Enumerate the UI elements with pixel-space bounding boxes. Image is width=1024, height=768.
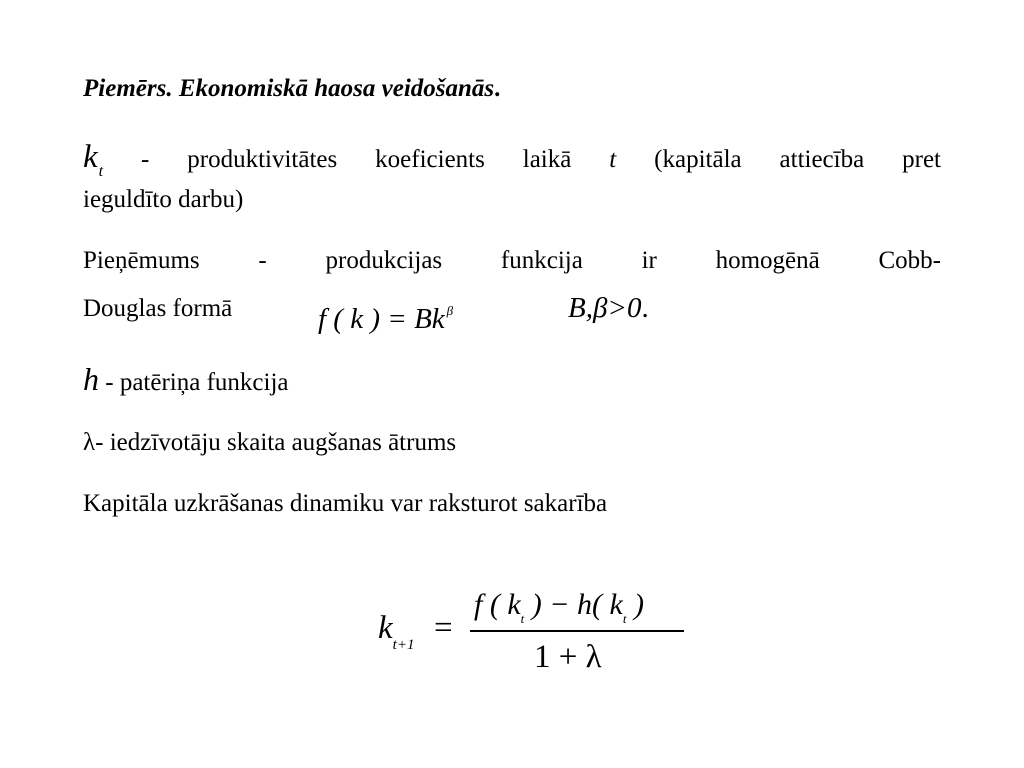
denominator-text: 1 + λ [534,639,602,675]
numerator-f: f ( k [474,588,521,621]
kt-definition-line2: ieguldīto darbu) [83,186,244,213]
numerator-mid: ) − h( k [524,588,623,621]
h-desc: - patēriņa funkcija [99,369,289,396]
cobb-lhs: f ( k ) = Bk [318,303,445,335]
assumption-line2: Douglas formā [83,295,233,322]
kt-desc-end: (kapitāla attiecība pret [654,146,941,173]
kt-symbol [83,139,104,180]
cobb-condition-text: B,β>0 [568,292,642,324]
kt-desc: - produktivitātes koeficients laikā [103,146,572,173]
equation-equals: = [434,610,453,646]
equation-numerator [474,588,644,626]
cobb-condition-period: . [641,292,649,324]
numerator-sub-2: t [622,611,627,626]
kt-sub: t [98,163,104,180]
assumption-line1: Pieņēmums - produkcijas funkcija ir homogēnā Cobb- [83,247,941,274]
cobb-condition [568,293,649,323]
lambda-definition [83,428,456,458]
fraction-bar [470,630,684,632]
cobb-douglas-formula [318,304,453,339]
cobb-exponent: β [446,303,454,318]
lambda-symbol: λ [83,429,96,456]
equation-lhs [378,610,415,653]
slide-title-text: Piemērs. Ekonomiskā haosa veidošanās [83,75,495,102]
capital-dynamics-equation [378,588,698,688]
numerator-end: ) [626,588,644,621]
equation-lhs-sub: t+1 [392,637,415,653]
kt-desc-t: t [609,146,617,173]
equation-lhs-var: k [378,610,393,646]
kt-var: k [83,139,98,175]
equation-denominator [534,639,602,676]
dynamics-statement: Kapitāla uzkrāšanas dinamiku var raksturot sakarība [83,490,608,517]
numerator-sub-1: t [520,611,525,626]
slide-title-period: . [494,75,501,102]
lambda-desc: - iedzīvotāju skaita augšanas ātrums [95,429,457,456]
kt-definition-line1 [83,139,941,180]
slide-title [83,74,500,104]
h-symbol: h [83,361,99,397]
h-definition [83,361,289,398]
